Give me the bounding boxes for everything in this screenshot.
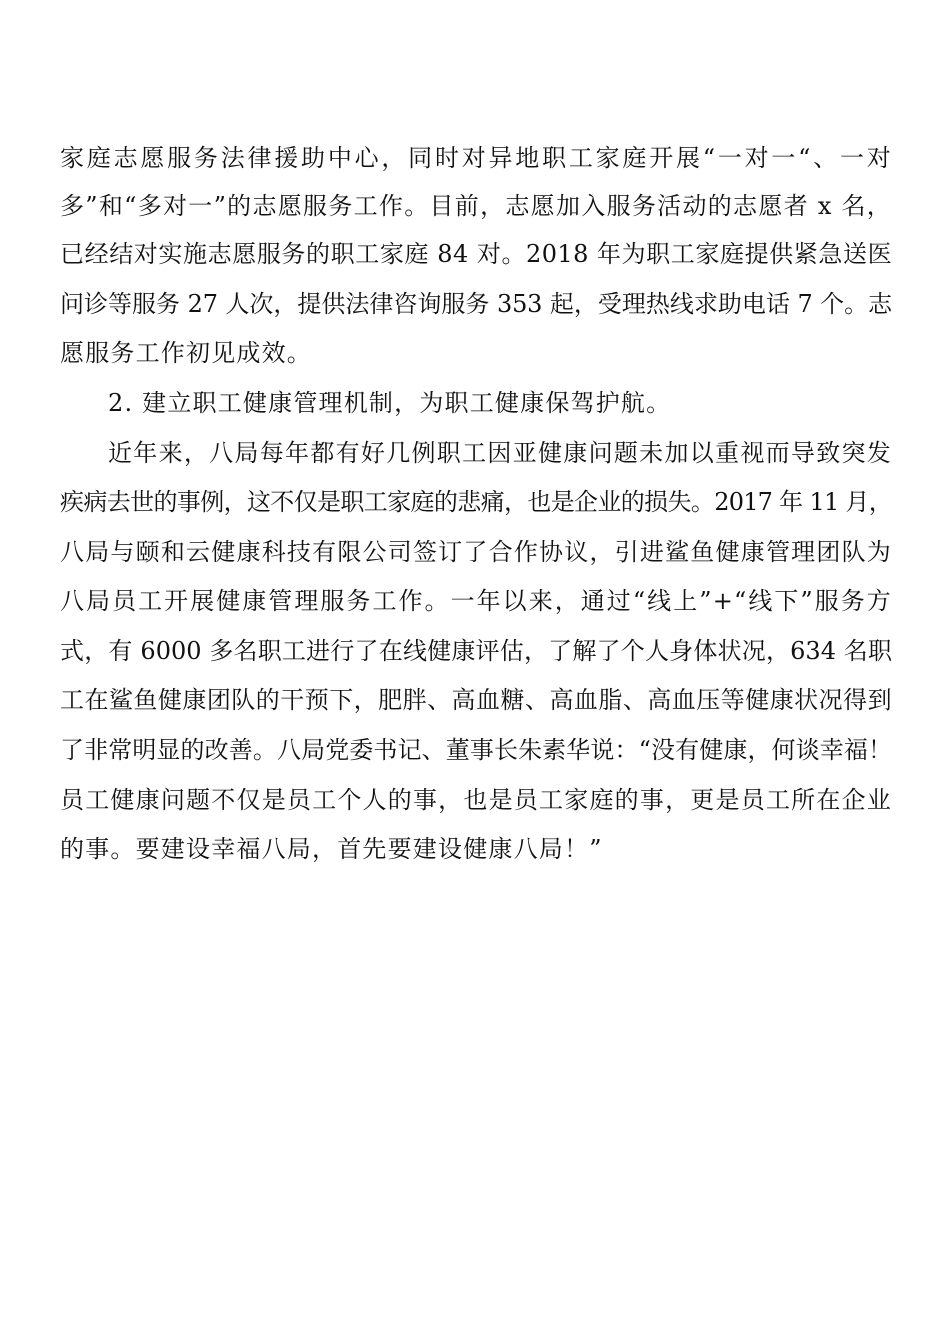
section-heading: 2. 建立职工健康管理机制，为职工健康保驾护航。 — [108, 389, 672, 417]
text-line: 的事。要建设幸福八局，首先要建设健康八局！” — [60, 835, 603, 863]
text-line: 已经结对实施志愿服务的职工家庭 84 对。2018 年为职工家庭提供紧急送医 — [60, 240, 892, 268]
text-line: 家庭志愿服务法律援助中心，同时对异地职工家庭开展“一对一“、一对 — [60, 144, 892, 172]
text-line: 工在鲨鱼健康团队的干预下，肥胖、高血糖、高血脂、高血压等健康状况得到 — [60, 686, 892, 714]
text-line: 愿服务工作初见成效。 — [60, 339, 312, 367]
text-line: 问诊等服务 27 人次，提供法律咨询服务 353 起，受理热线求助电话 7 个。志 — [60, 290, 892, 318]
text-line: 员工健康问题不仅是员工个人的事，也是员工家庭的事，更是员工所在企业 — [60, 786, 892, 814]
text-line: 近年来，八局每年都有好几例职工因亚健康问题未加以重视而导致突发 — [108, 439, 892, 467]
text-line: 多”和“多对一”的志愿服务工作。目前，志愿加入服务活动的志愿者 x 名， — [60, 192, 892, 220]
text-line: 了非常明显的改善。八局党委书记、董事长朱素华说：“没有健康，何谈幸福！ — [60, 736, 892, 764]
text-line: 疾病去世的事例，这不仅是职工家庭的悲痛，也是企业的损失。2017 年 11 月， — [60, 488, 892, 516]
text-line: 八局与颐和云健康科技有限公司签订了合作协议，引进鲨鱼健康管理团队为 — [60, 538, 892, 566]
text-line: 八局员工开展健康管理服务工作。一年以来，通过“线上”+“线下”服务方 — [60, 587, 892, 615]
text-line: 式，有 6000 多名职工进行了在线健康评估，了解了个人身体状况，634 名职 — [60, 637, 892, 665]
